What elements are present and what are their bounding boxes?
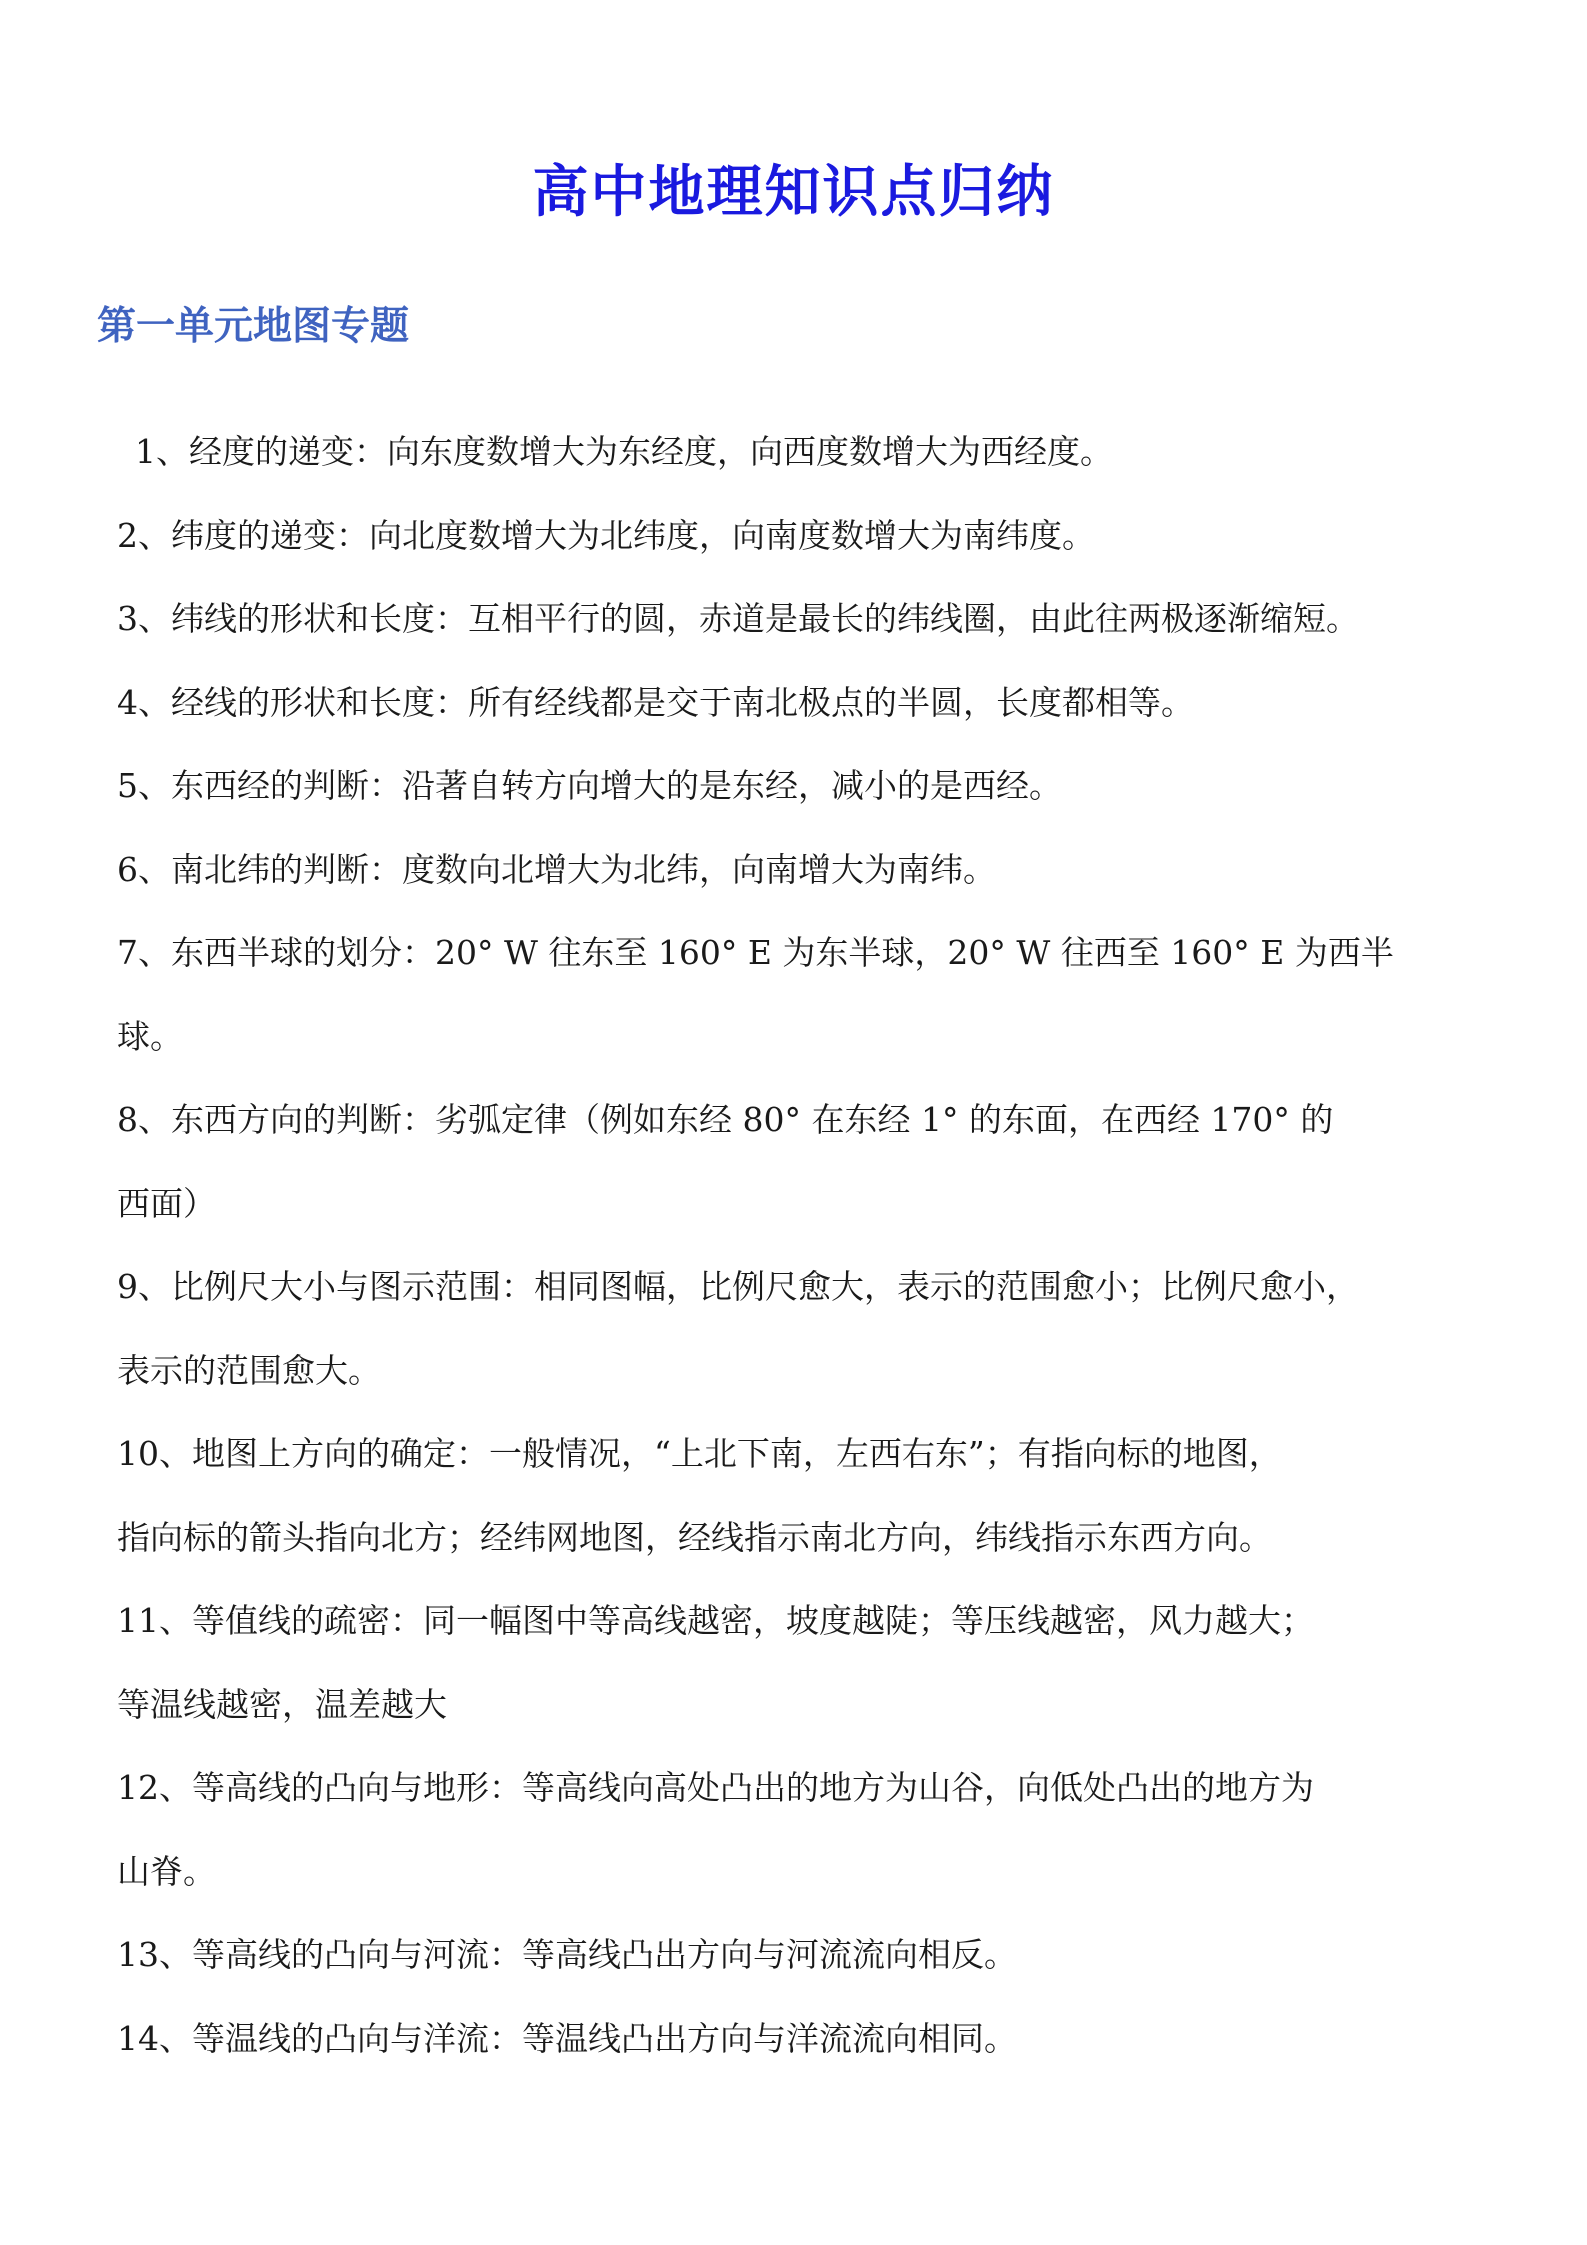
text-line: 14、等温线的凸向与洋流：等温线凸出方向与洋流流向相同。 [117,2018,1017,2058]
text-line: 12、等高线的凸向与地形：等高线向高处凸出的地方为山谷，向低处凸出的地方为 [117,1768,1314,1807]
text-line: 球。 [117,1016,183,1056]
text-line: 13、等高线的凸向与河流：等高线凸出方向与河流流向相反。 [117,1935,1017,1974]
text-line: 山脊。 [117,1851,216,1891]
document-title: 高中地理知识点归纳 [532,159,1055,225]
text-line: 11、等值线的疏密：同一幅图中等高线越密，坡度越陡；等压线越密，风力越大； [117,1601,1314,1640]
text-line: 2、纬度的递变：向北度数增大为北纬度，向南度数增大为南纬度。 [117,515,1095,555]
text-line: 3、纬线的形状和长度：互相平行的圆，赤道是最长的纬线圈，由此往两极逐渐缩短。 [117,599,1359,638]
text-line: 8、东西方向的判断：劣弧定律（例如东经 80° 在东经 1° 的东面，在西经 170° 的 [117,1100,1334,1139]
text-line: 表示的范围愈大。 [117,1350,381,1390]
text-line: 等温线越密，温差越大 [117,1684,447,1724]
text-line: 4、经线的形状和长度：所有经线都是交于南北极点的半圆，长度都相等。 [117,682,1194,722]
text-line: 6、南北纬的判断：度数向北增大为北纬，向南增大为南纬。 [117,849,996,889]
text-line: 5、东西经的判断：沿著自转方向增大的是东经，减小的是西经。 [117,766,1062,805]
text-line: 1、经度的递变：向东度数增大为东经度，向西度数增大为西经度。 [135,432,1113,471]
section-heading: 第一单元地图专题 [97,304,410,349]
knowledge-point-list [117,410,1497,2080]
text-line: 西面） [117,1183,216,1223]
text-line: 10、地图上方向的确定：一般情况，“上北下南，左西右东”；有指向标的地图， [117,1434,1282,1473]
text-line: 7、东西半球的划分：20° W 往东至 160° E 为东半球，20° W 往西至 160° E 为西半 [117,933,1394,972]
text-line: 指向标的箭头指向北方；经纬网地图，经线指示南北方向，纬线指示东西方向。 [117,1517,1272,1557]
text-line: 9、比例尺大小与图示范围：相同图幅，比例尺愈大，表示的范围愈小；比例尺愈小， [117,1267,1359,1306]
